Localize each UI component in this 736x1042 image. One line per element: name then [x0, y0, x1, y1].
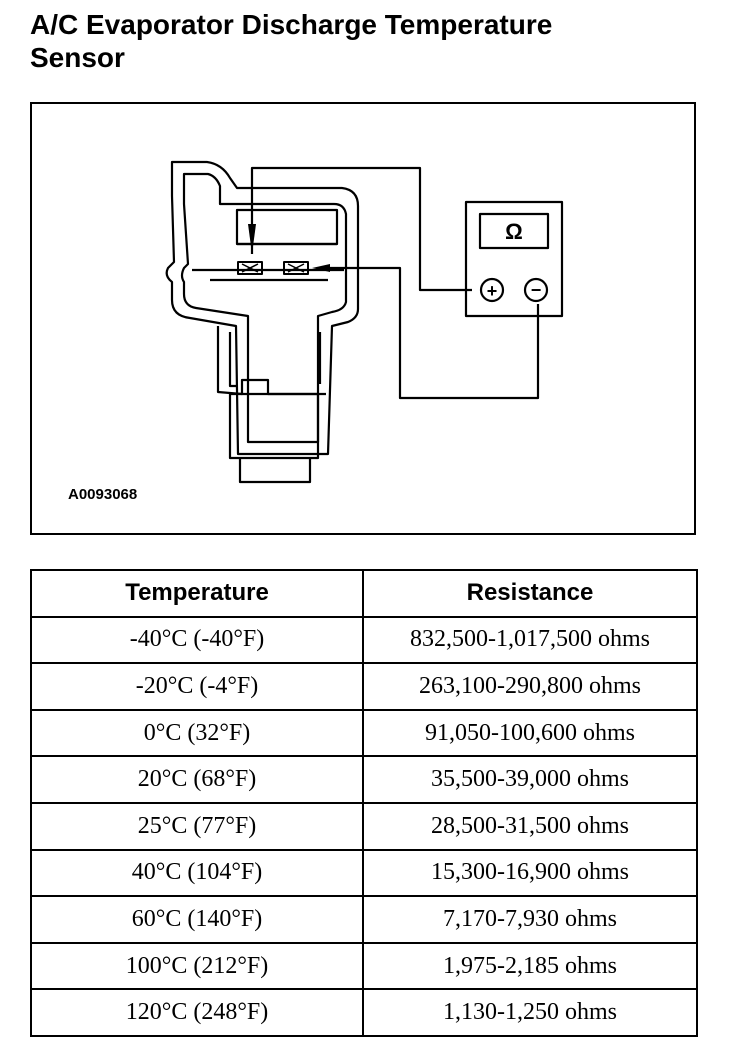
sensor-tip [230, 394, 318, 458]
temperature-resistance-table [30, 569, 698, 1037]
sensor-test-diagram [30, 102, 696, 535]
minus-symbol: − [530, 280, 542, 300]
page-title [30, 8, 552, 74]
resistance-cell: 7,170-7,930 ohms [363, 896, 697, 943]
positive-probe-tip [248, 224, 256, 254]
sensor-body [218, 326, 326, 394]
diagram-illustration [32, 104, 698, 537]
column-header-temperature: Temperature [31, 570, 363, 617]
table-header-row [31, 570, 697, 617]
temperature-cell: 25°C (77°F) [31, 803, 363, 850]
ohm-symbol: Ω [505, 219, 523, 244]
table-row [31, 989, 697, 1036]
table-row [31, 710, 697, 757]
resistance-cell: 1,975-2,185 ohms [363, 943, 697, 990]
negative-probe-wire [328, 268, 538, 398]
temperature-cell: 20°C (68°F) [31, 756, 363, 803]
temperature-cell: 100°C (212°F) [31, 943, 363, 990]
resistance-cell: 1,130-1,250 ohms [363, 989, 697, 1036]
temperature-cell: 120°C (248°F) [31, 989, 363, 1036]
resistance-cell: 263,100-290,800 ohms [363, 663, 697, 710]
table-row [31, 756, 697, 803]
resistance-cell: 28,500-31,500 ohms [363, 803, 697, 850]
page-title-line-2: Sensor [30, 42, 125, 73]
resistance-cell: 832,500-1,017,500 ohms [363, 617, 697, 664]
table-row [31, 663, 697, 710]
table-row [31, 850, 697, 897]
table-row [31, 943, 697, 990]
table-row [31, 617, 697, 664]
resistance-cell: 15,300-16,900 ohms [363, 850, 697, 897]
resistance-cell: 91,050-100,600 ohms [363, 710, 697, 757]
table-row [31, 896, 697, 943]
sensor-connector-inner [182, 174, 346, 442]
temperature-cell: 40°C (104°F) [31, 850, 363, 897]
table-row [31, 803, 697, 850]
resistance-cell: 35,500-39,000 ohms [363, 756, 697, 803]
temperature-cell: -20°C (-4°F) [31, 663, 363, 710]
column-header-resistance: Resistance [363, 570, 697, 617]
temperature-cell: 0°C (32°F) [31, 710, 363, 757]
page-title-line-1: A/C Evaporator Discharge Temperature [30, 9, 553, 40]
temperature-cell: -40°C (-40°F) [31, 617, 363, 664]
plus-symbol: + [486, 281, 498, 301]
temperature-cell: 60°C (140°F) [31, 896, 363, 943]
figure-id: A0093068 [68, 486, 138, 503]
